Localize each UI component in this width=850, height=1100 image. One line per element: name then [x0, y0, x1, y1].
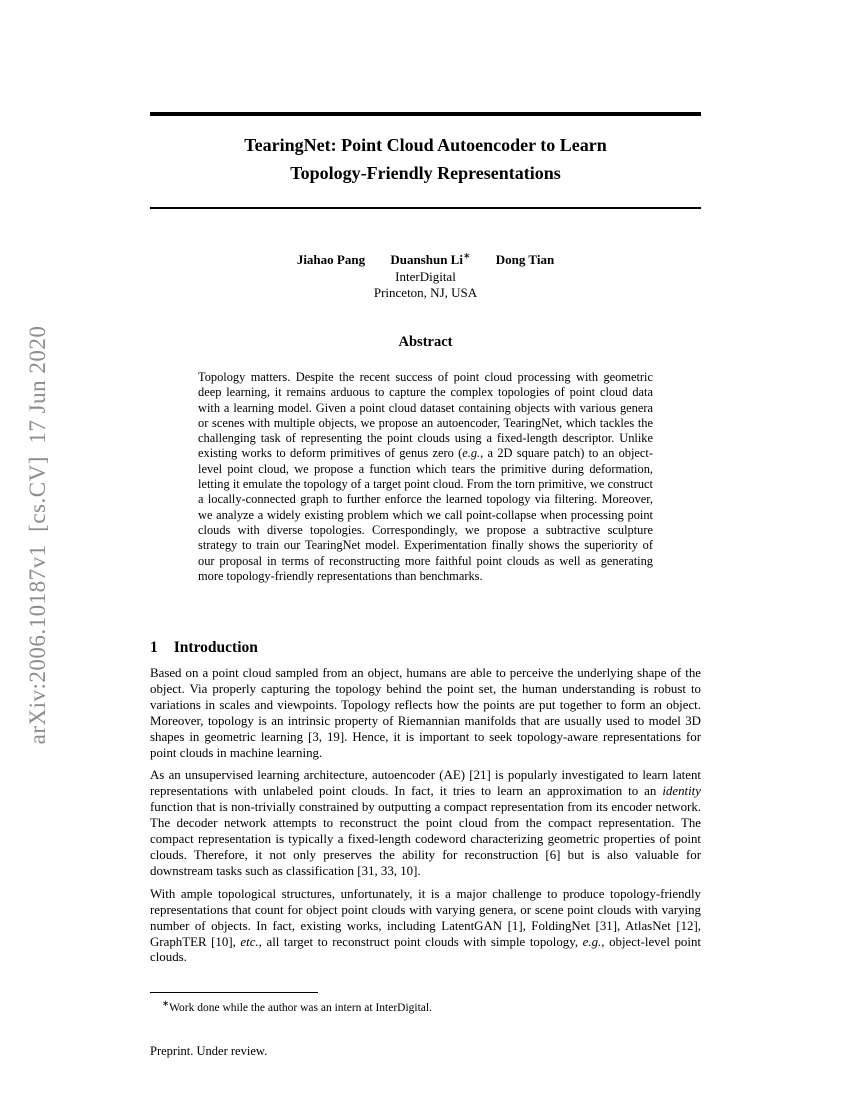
- author-3: [496, 252, 554, 267]
- section-title: Introduction: [173, 639, 258, 656]
- arxiv-watermark: arXiv:2006.10187v1 [cs.CV] 17 Jun 2020: [25, 325, 50, 745]
- author-1: [297, 252, 365, 267]
- paragraph-1: Based on a point cloud sampled from an object, humans are able to perceive the underlying shape of the object. Via properly capturing the topology behind the point set, the human understanding is robust to variations in scales and viewpoints. Topology reflects how the points are put together to form an object. Moreover, topology is an intrinsic property of Riemannian manifolds that are usually used to model 3D shapes in geometric learning [3, 19]. Hence, it is important to seek topology-aware representations for point clouds in machine learning.: [150, 666, 701, 760]
- affiliation-location: Princeton, NJ, USA: [373, 285, 478, 301]
- author-2: [390, 252, 470, 267]
- paragraph-2: As an unsupervised learning architecture, autoencoder (AE) [21] is popularly investigated to learn latent representations with unlabeled point clouds. In fact, it tries to learn an approximation to an identity function that is non-trivially constrained by outputting a compact representation from its encoder network. The decoder network attempts to reconstruct the point cloud from the compact representation. The compact representation is typically a fixed-length codeword characterizing geometric properties of point clouds. Therefore, it not only preserves the ability for reconstruction [6] but is also valuable for downstream tasks such as classification [31, 33, 10].: [150, 768, 701, 878]
- title-rule-top: [150, 112, 701, 116]
- author-names-line: [150, 248, 701, 268]
- abstract-text: Topology matters. Despite the recent success of point cloud processing with geometric deep learning, it remains arduous to capture the complex topologies of point cloud data with a learning model. Given a point cloud dataset containing objects with various genera or scenes with multiple objects, we propose an autoencoder, TearingNet, which tackles the challenging task of representing the point clouds using a fixed-length descriptor. Unlike existing works to deform primitives of genus zero (e.g., a 2D square patch) to an object-level point cloud, we propose a function which tears the primitive during deformation, letting it emulate the topology of a target point cloud. From the torn primitive, we construct a locally-connected graph to further enforce the learned topology via filtering. Moreover, we analyze a widely existing problem which we call point-collapse when processing point clouds with diverse topologies. Correspondingly, we propose a subtractive sculpture strategy to train our TearingNet model. Experimentation finally shows the superiority of our proposal in terms of reconstructing more faithful point clouds as well as generating more topology-friendly representations than benchmarks.: [198, 370, 653, 583]
- section-number: 1: [150, 639, 158, 656]
- footnote: [150, 998, 701, 1014]
- paragraph-3: With ample topological structures, unfortunately, it is a major challenge to produce topology-friendly representations that count for object point clouds with varying genera, or scene point clouds with varying number of objects. In fact, existing works, including LatentGAN [1], FoldingNet [31], AtlasNet [12], GraphTER [10], etc., all target to reconstruct point clouds with simple topology, e.g., object-level point clouds.: [150, 886, 701, 965]
- abstract-heading: Abstract: [398, 334, 453, 350]
- title-line-1: TearingNet: Point Cloud Autoencoder to Learn: [244, 135, 607, 155]
- footnote-text: Work done while the author was an intern at InterDigital.: [169, 1001, 432, 1014]
- footnote-rule: [150, 992, 318, 993]
- affiliation-org: InterDigital: [395, 269, 456, 285]
- author-3-name: Dong Tian: [495, 252, 555, 268]
- title-line-2: Topology-Friendly Representations: [290, 163, 561, 183]
- preprint-notice: Preprint. Under review.: [150, 1044, 268, 1058]
- introduction-body: [150, 666, 701, 973]
- author-block: [150, 248, 701, 301]
- footnote-marker: ∗: [162, 998, 170, 1008]
- author-1-name: Jiahao Pang: [296, 252, 366, 268]
- paper-title: [150, 131, 701, 187]
- title-rule-bottom: [150, 207, 701, 209]
- section-heading-introduction: [150, 639, 701, 657]
- author-2-mark: ∗: [462, 251, 471, 261]
- author-2-name: Duanshun Li: [390, 252, 463, 268]
